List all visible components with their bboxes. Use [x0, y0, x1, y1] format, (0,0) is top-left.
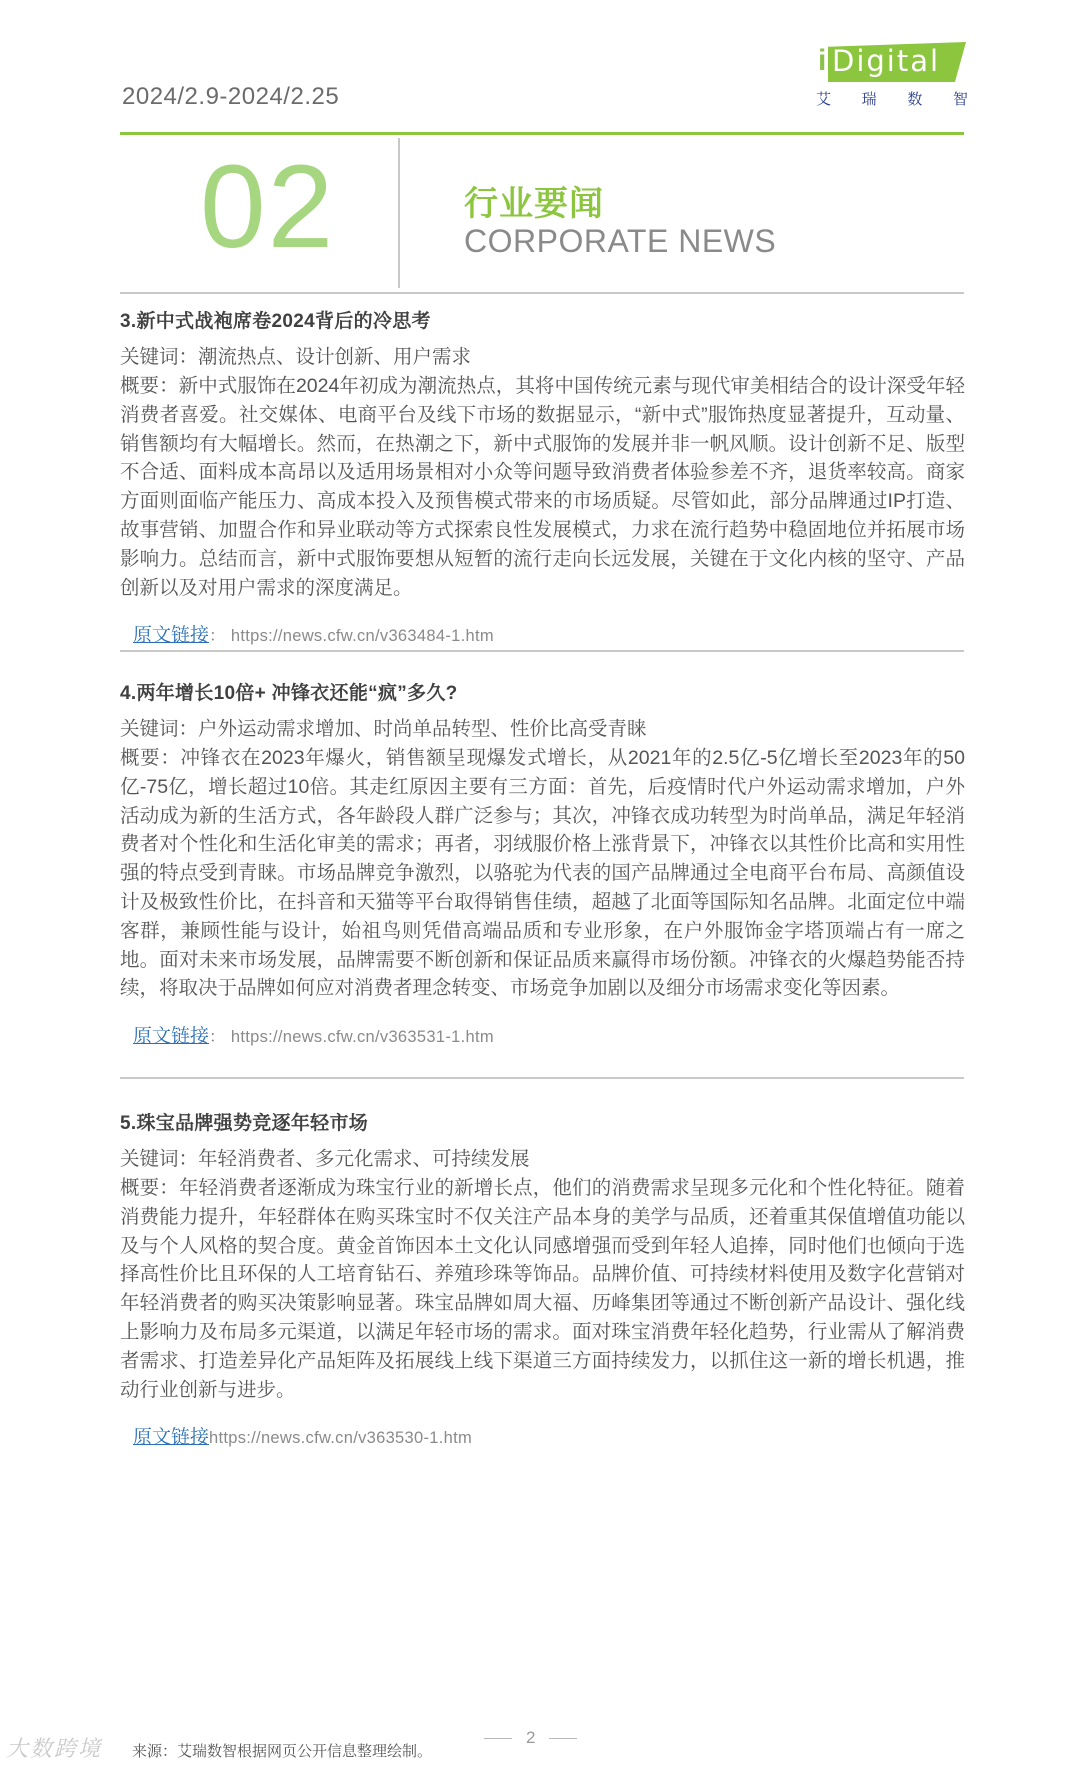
link-url[interactable]: https://news.cfw.cn/v363484-1.htm — [230, 627, 494, 646]
article-keywords: 关键词：潮流热点、设计创新、用户需求 — [120, 346, 472, 368]
logo-cn — [808, 88, 968, 109]
section-number: 02 — [200, 141, 336, 273]
article-title: 5.珠宝品牌强势竞逐年轻市场 — [120, 1113, 369, 1134]
section-divider — [398, 138, 400, 288]
watermark: 大数跨境 — [6, 1736, 103, 1761]
article-summary: 概要：年轻消费者逐渐成为珠宝行业的新增长点，他们的消费需求呈现多元化和个性化特征。随着消费能力提升，年轻群体在购买珠宝时不仅关注产品本身的美学与品质，还着重其保值增值功能以及与个人风格的契合度。黄金首饰因本土文化认同感增强而受到年轻人追捧，同时他们也倾向于选择高性价比且环保的人工培育钻石、养殖珍珠等饰品。品牌价值、可持续材料使用及数字化营销对年轻消费者的购买决策影响显著。珠宝品牌如周大福、历峰集团等通过不断创新产品设计、强化线上影响力及布局多元渠道，以满足年轻市场的需求。面对珠宝消费年轻化趋势，行业需从了解消费者需求、打造差异化产品矩阵及拓展线上线下渠道三方面持续发力，以抓住这一新的增长机遇，推动行业创新与进步。 — [120, 1177, 965, 1401]
article-summary: 概要：新中式服饰在2024年初成为潮流热点，其将中国传统元素与现代审美相结合的设计深受年轻消费者喜爱。社交媒体、电商平台及线下市场的数据显示，“新中式”服饰热度显著提升，互动量、销售额均有大幅增长。然而，在热潮之下，新中式服饰的发展并非一帆风顺。设计创新不足、版型不合适、面料成本高昂以及适用场景相对小众等问题导致消费者体验参差不齐，退货率较高。商家方面则面临产能压力、高成本投入及预售模式带来的市场质疑。尽管如此，部分品牌通过IP打造、故事营销、加盟合作和异业联动等方式探索良性发展模式，力求在流行趋势中稳固地位并拓展市场影响力。总结而言，新中式服饰要想从短暂的流行走向长远发展，关键在于文化内核的坚守、产品创新以及对用户需求的深度满足。 — [120, 375, 965, 599]
header-rule — [120, 132, 964, 135]
page-number-block — [484, 1728, 577, 1748]
date-range: 2024/2.9-2024/2.25 — [122, 83, 340, 110]
article-title: 3.新中式战袍席卷2024背后的冷思考 — [120, 311, 431, 332]
article-rule — [120, 1077, 964, 1079]
logo-word: Digital — [832, 44, 941, 78]
section-title-cn: 行业要闻 — [464, 185, 604, 223]
logo-cn-char: 数 — [907, 91, 923, 108]
logo-cn-char: 瑞 — [861, 91, 877, 108]
article-1 — [120, 306, 965, 647]
source-note: 来源：艾瑞数智根据网页公开信息整理绘制。 — [132, 1743, 433, 1760]
section-rule — [120, 292, 964, 294]
article-link-row — [120, 1021, 965, 1048]
article-keywords: 关键词：户外运动需求增加、时尚单品转型、性价比高受青睐 — [120, 718, 647, 740]
article-title: 4.两年增长10倍+ 冲锋衣还能“疯”多久? — [120, 683, 458, 704]
page-dash-left — [484, 1738, 512, 1739]
article-rule — [120, 650, 964, 652]
logo-i-mark: i — [818, 44, 827, 77]
source-link[interactable]: 原文链接 — [133, 1427, 210, 1449]
link-separator: ： — [209, 627, 226, 646]
article-2 — [120, 678, 965, 1048]
brand-logo — [808, 36, 968, 116]
page-dash-right — [549, 1738, 577, 1739]
section-title-en: CORPORATE NEWS — [464, 223, 777, 259]
article-summary: 概要：冲锋衣在2023年爆火，销售额呈现爆发式增长，从2021年的2.5亿-5亿增长至2023年的50亿-75亿，增长超过10倍。其走红原因主要有三方面：首先，后疫情时代户外运动需求增加，户外活动成为新的生活方式，各年龄段人群广泛参与；其次，冲锋衣成功转型为时尚单品，满足年轻消费者对个性化和生活化审美的需求；再者，羽绒服价格上涨背景下，冲锋衣以其性价比高和实用性强的特点受到青睐。市场品牌竞争激烈，以骆驼为代表的国产品牌通过全电商平台布局、高颜值设计及极致性价比，在抖音和天猫等平台取得销售佳绩，超越了北面等国际知名品牌。北面定位中端客群，兼顾性能与设计，始祖鸟则凭借高端品质和专业形象，在户外服饰金字塔顶端占有一席之地。面对未来市场发展，品牌需要不断创新和保证品质来赢得市场份额。冲锋衣的火爆趋势能否持续，将取决于品牌如何应对消费者理念转变、市场竞争加剧以及细分市场需求变化等因素。 — [120, 747, 965, 1000]
article-keywords: 关键词：年轻消费者、多元化需求、可持续发展 — [120, 1148, 530, 1170]
article-link-row — [120, 1422, 965, 1449]
link-separator: ： — [209, 1028, 226, 1047]
link-url[interactable]: https://news.cfw.cn/v363530-1.htm — [209, 1429, 473, 1448]
logo-cn-char: 艾 — [816, 91, 832, 108]
logo-cn-char: 智 — [952, 91, 968, 108]
page-number: 2 — [526, 1728, 536, 1747]
article-3 — [120, 1108, 965, 1449]
article-link-row — [120, 620, 965, 647]
source-link[interactable]: 原文链接 — [133, 1026, 210, 1048]
link-url[interactable]: https://news.cfw.cn/v363531-1.htm — [230, 1028, 494, 1047]
source-link[interactable]: 原文链接 — [133, 625, 210, 647]
